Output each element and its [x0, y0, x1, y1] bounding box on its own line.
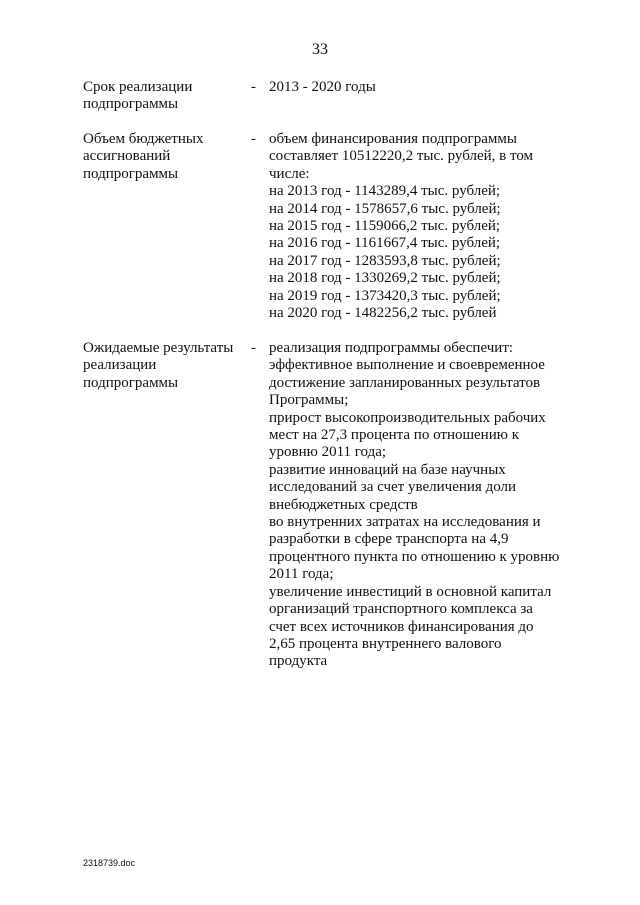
value-line: увеличение инвестиций в основной капитал — [269, 583, 552, 600]
value-line: разработки в сфере транспорта на 4,9 — [269, 531, 509, 548]
value-line: организаций транспортного комплекса за — [269, 601, 533, 618]
dash: - — [251, 340, 256, 356]
value-line: счет всех источников финансирования до — [269, 618, 534, 635]
label-line: реализации — [83, 357, 157, 374]
value-line: на 2017 год - 1283593,8 тыс. рублей; — [269, 252, 501, 269]
value-line: 2,65 процента внутреннего валового — [269, 635, 502, 652]
dash: - — [251, 131, 256, 147]
page-number: 33 — [312, 41, 328, 58]
row-value — [269, 131, 569, 322]
value-line: прирост высокопроизводительных рабочих — [269, 409, 546, 426]
value-line: мест на 27,3 процента по отношению к — [269, 427, 519, 444]
value-line: во внутренних затратах на исследования и — [269, 514, 541, 531]
value-line: реализация подпрограммы обеспечит: — [269, 340, 514, 356]
value-line: уровню 2011 года; — [269, 444, 387, 461]
label-line: Ожидаемые результаты — [83, 340, 234, 356]
label-line: подпрограммы — [83, 165, 179, 182]
row-value — [269, 340, 569, 671]
value-line: на 2013 год - 1143289,4 тыс. рублей; — [269, 183, 501, 200]
value-line: достижение запланированных результатов — [269, 374, 541, 391]
value-line: Программы; — [269, 392, 349, 409]
value-line: числе: — [269, 165, 310, 182]
label-line: подпрограммы — [83, 96, 179, 113]
row-label — [83, 131, 243, 183]
value-line: продукта — [269, 653, 328, 670]
row-label — [83, 340, 243, 392]
value-line: процентного пункта по отношению к уровню — [269, 548, 560, 565]
value-line: составляет 10512220,2 тыс. рублей, в том — [269, 148, 534, 165]
label-line: Срок реализации — [83, 79, 193, 95]
value-line: на 2016 год - 1161667,4 тыс. рублей; — [269, 235, 501, 252]
value-line: на 2018 год - 1330269,2 тыс. рублей; — [269, 270, 501, 287]
value-line: эффективное выполнение и своевременное — [269, 357, 545, 374]
value-line: на 2019 год - 1373420,3 тыс. рублей; — [269, 287, 501, 304]
label-line: Объем бюджетных — [83, 131, 204, 147]
value-line: на 2020 год - 1482256,2 тыс. рублей — [269, 305, 497, 322]
value-line: исследований за счет увеличения доли — [269, 479, 517, 496]
value-line: объем финансирования подпрограммы — [269, 131, 517, 147]
row-label — [83, 79, 243, 114]
value-line: внебюджетных средств — [269, 496, 418, 513]
label-line: подпрограммы — [83, 374, 179, 391]
value-line: развитие инноваций на базе научных — [269, 461, 506, 478]
value-line: на 2014 год - 1578657,6 тыс. рублей; — [269, 200, 501, 217]
label-line: ассигнований — [83, 148, 171, 165]
row-value — [269, 79, 569, 96]
document-filename: 2318739.doc — [83, 858, 136, 868]
value-line: 2013 - 2020 годы — [269, 79, 376, 95]
dash: - — [251, 79, 256, 95]
value-line: на 2015 год - 1159066,2 тыс. рублей; — [269, 218, 501, 235]
value-line: 2011 года; — [269, 566, 334, 583]
